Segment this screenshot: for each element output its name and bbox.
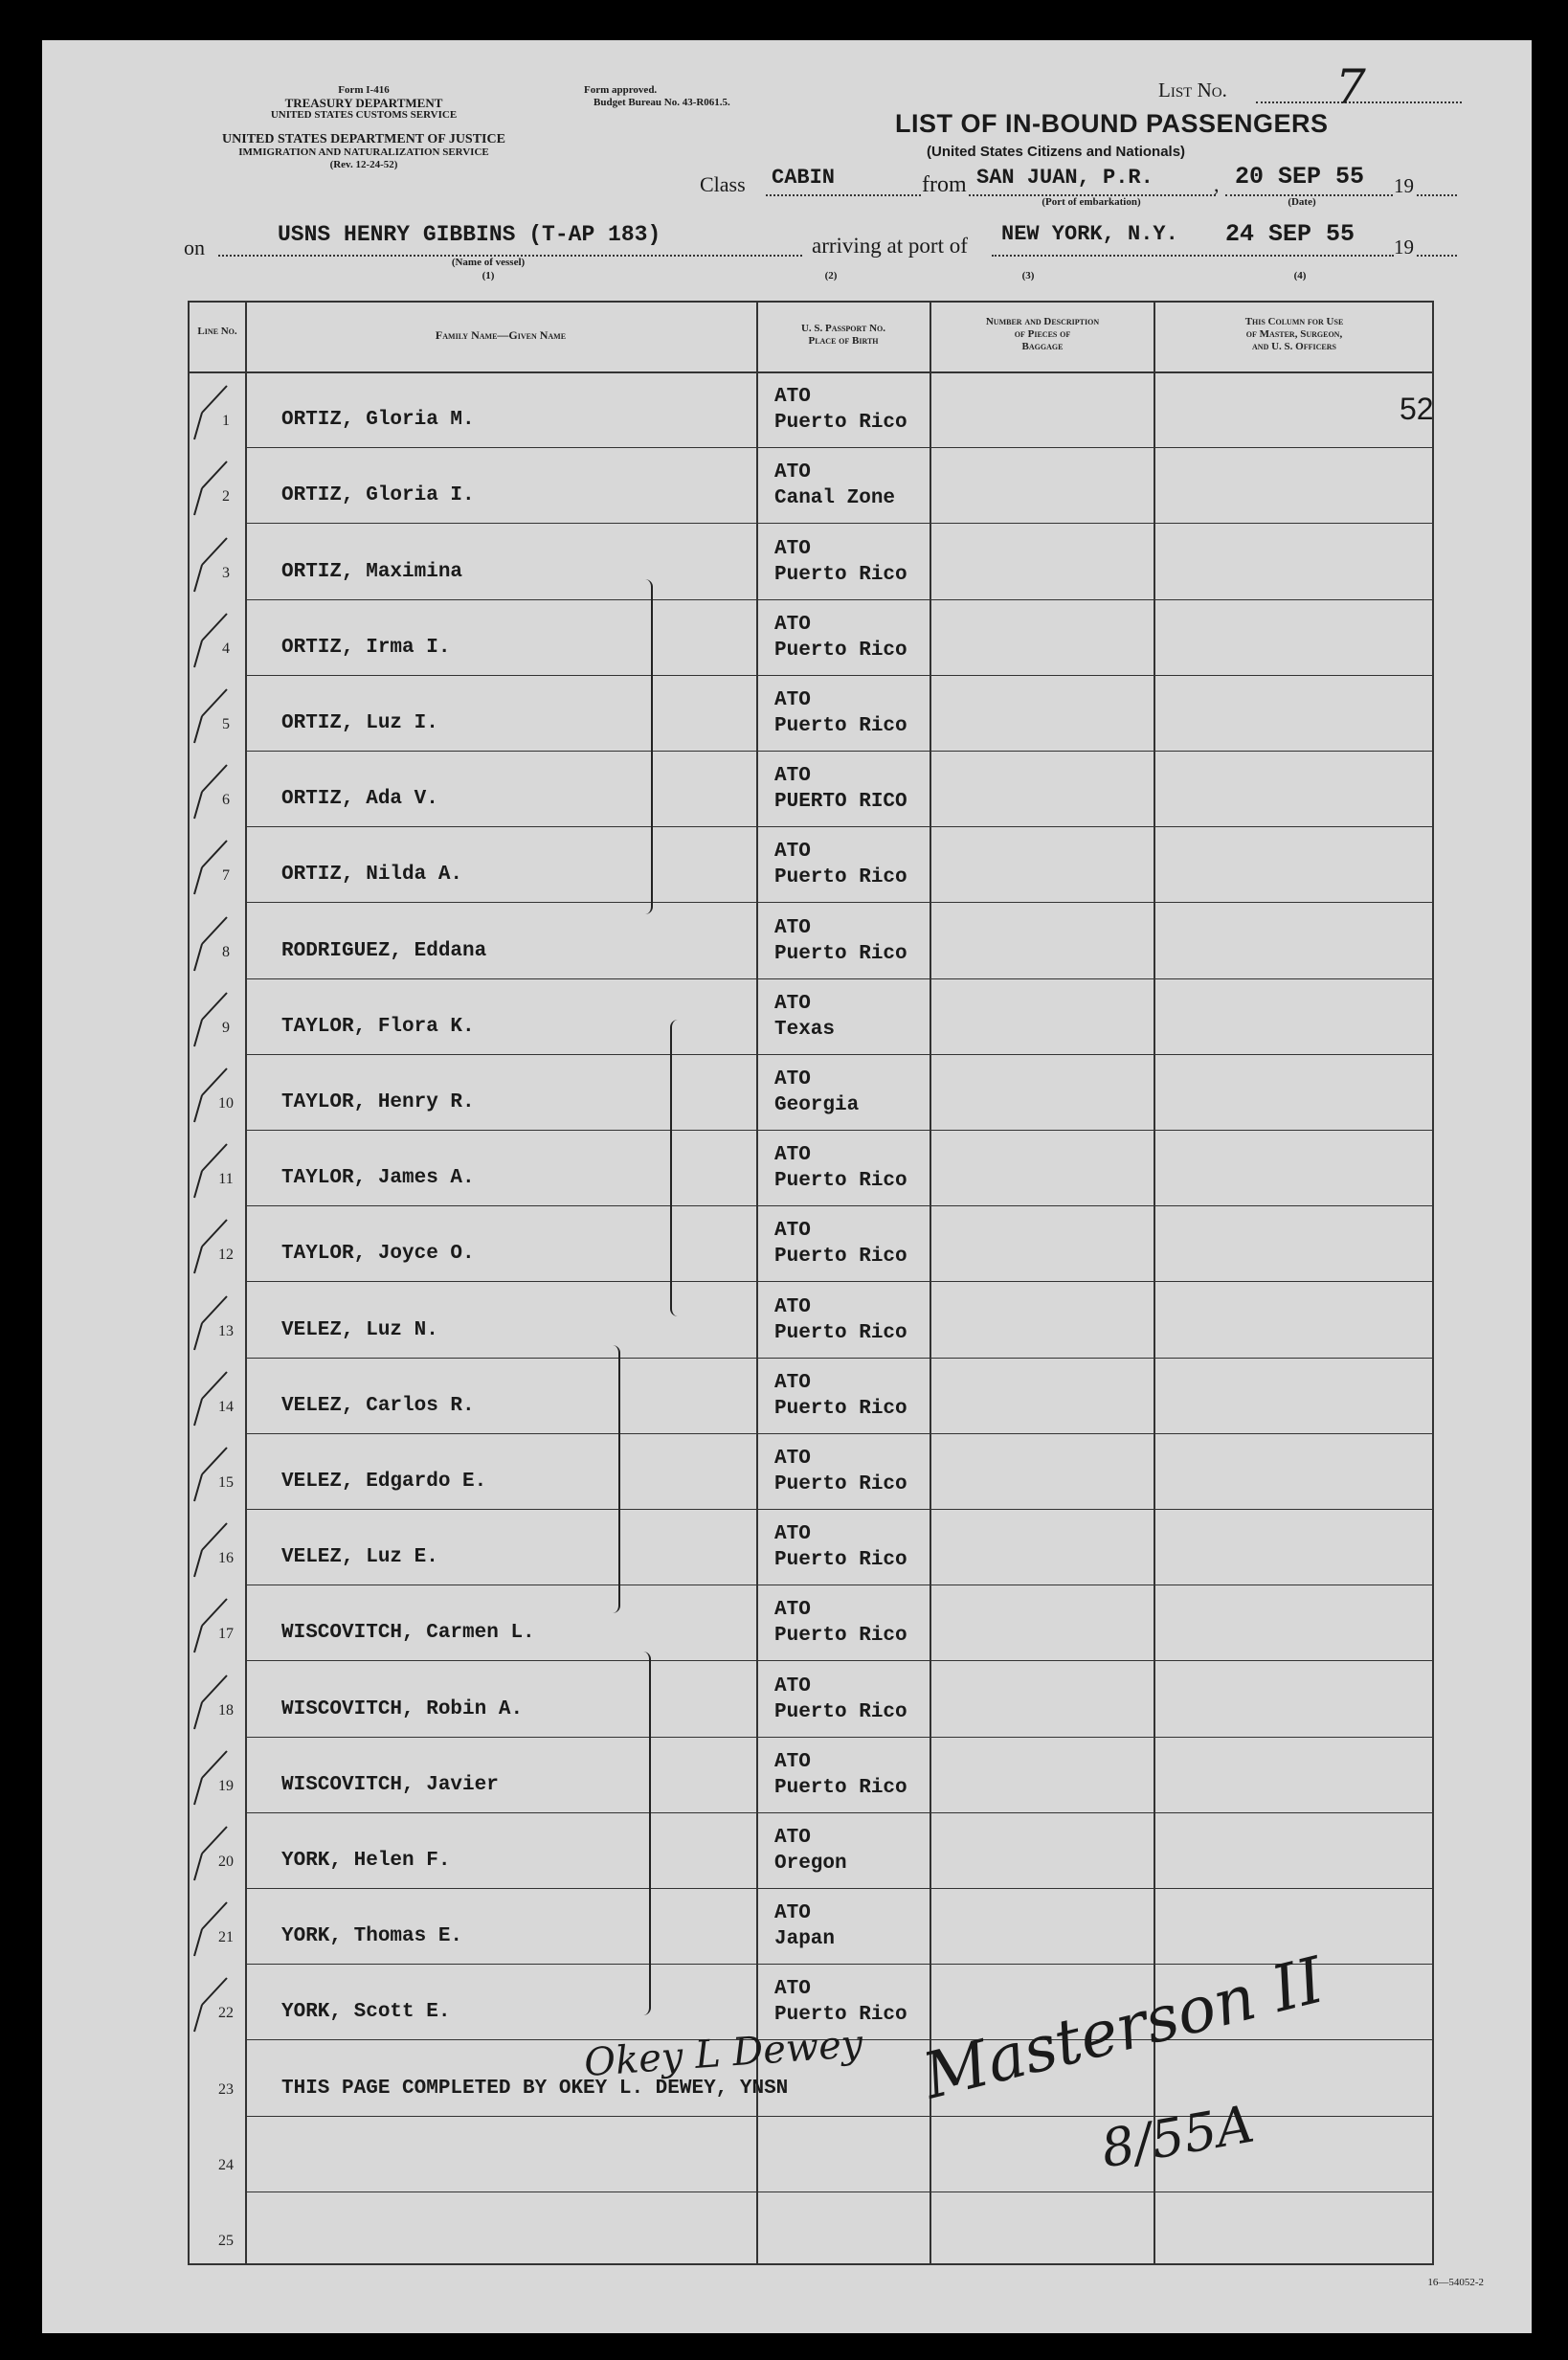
passport-no: ATO: [774, 1523, 811, 1546]
check-mark: [192, 1972, 223, 2039]
form-number: Form I-416: [338, 84, 390, 96]
check-mark: [192, 1366, 223, 1433]
row-rule: [245, 1205, 1434, 1206]
row-rule: [245, 675, 1434, 676]
signature-date: 8/55A: [1096, 2093, 1259, 2180]
check-mark: [192, 1442, 223, 1509]
passenger-name: THIS PAGE COMPLETED BY OKEY L. DEWEY, YNSN: [281, 2077, 789, 2100]
port-arrive-line: [992, 255, 1394, 257]
signature-dewey: Okey L Dewey: [582, 2021, 864, 2086]
line-number: 7: [222, 867, 230, 885]
passport-no: ATO: [774, 1371, 811, 1394]
line-number: 9: [222, 1019, 230, 1036]
passport-no: ATO: [774, 1978, 811, 2001]
passenger-name: VELEZ, Luz E.: [281, 1546, 438, 1569]
class-label: Class: [700, 172, 746, 196]
place-of-birth: Oregon: [774, 1853, 847, 1875]
passport-no: ATO: [774, 613, 811, 636]
line-number: 20: [218, 1854, 234, 1870]
check-mark: [192, 835, 223, 902]
check-mark: [192, 532, 223, 599]
line-number: 5: [222, 716, 230, 732]
date-embark-value: 20 SEP 55: [1235, 163, 1365, 191]
check-mark: [192, 1063, 223, 1130]
place-of-birth: Puerto Rico: [774, 1397, 907, 1420]
passport-no: ATO: [774, 1068, 811, 1090]
print-code: 16—54052-2: [1427, 2277, 1484, 2288]
check-mark: [192, 1897, 223, 1964]
col-head-officers-3: and U. S. Officers: [1252, 341, 1336, 352]
dept-treasury: TREASURY DEPARTMENT: [284, 96, 443, 110]
col-divider-baggage: [1154, 301, 1155, 2265]
line-number: 3: [222, 564, 230, 581]
row-rule: [245, 978, 1434, 979]
check-mark: [192, 1138, 223, 1205]
passport-no: ATO: [774, 461, 811, 484]
line-number: 18: [218, 1701, 234, 1719]
passenger-name: TAYLOR, Joyce O.: [281, 1243, 475, 1266]
passenger-name: ORTIZ, Maximina: [281, 560, 463, 583]
passport-no: ATO: [774, 841, 811, 864]
place-of-birth: Puerto Rico: [774, 412, 907, 435]
passenger-name: ORTIZ, Irma I.: [281, 636, 451, 659]
passport-no: ATO: [774, 765, 811, 788]
row-rule: [245, 2116, 1434, 2117]
row-rule: [245, 599, 1434, 600]
passenger-name: WISCOVITCH, Javier: [281, 1773, 499, 1796]
passenger-name: ORTIZ, Ada V.: [281, 788, 438, 811]
passenger-name: VELEZ, Luz N.: [281, 1318, 438, 1341]
place-of-birth: Puerto Rico: [774, 715, 907, 737]
line-number: 13: [218, 1322, 234, 1339]
row-rule: [245, 1888, 1434, 1889]
row-rule: [245, 2191, 1434, 2192]
passenger-name: VELEZ, Carlos R.: [281, 1394, 475, 1417]
line-number: 23: [218, 2080, 234, 2098]
comma: ,: [1214, 172, 1220, 196]
passport-no: ATO: [774, 1220, 811, 1243]
col-caption-1: (1): [482, 270, 495, 281]
passenger-name: RODRIGUEZ, Eddana: [281, 939, 487, 962]
col-head-officers-2: of Master, Surgeon,: [1245, 328, 1343, 340]
place-of-birth: Canal Zone: [774, 487, 896, 510]
line-number: 10: [218, 1095, 234, 1112]
line-number: 17: [218, 1626, 234, 1643]
line-number: 22: [218, 2005, 234, 2022]
passenger-name: TAYLOR, James A.: [281, 1167, 475, 1190]
signature-masterson: Masterson II: [916, 1943, 1332, 2114]
passport-no: ATO: [774, 1144, 811, 1167]
passenger-name: WISCOVITCH, Carmen L.: [281, 1622, 535, 1645]
col-head-passport-1: U. S. Passport No.: [800, 323, 886, 334]
col-caption-4: (4): [1293, 270, 1307, 281]
col-head-passport-2: Place of Birth: [808, 335, 879, 347]
row-rule: [245, 1281, 1434, 1282]
passport-no: ATO: [774, 1750, 811, 1773]
place-of-birth: Puerto Rico: [774, 942, 907, 965]
place-of-birth: PUERTO RICO: [774, 791, 907, 814]
place-of-birth: Puerto Rico: [774, 1246, 907, 1269]
port-embark-caption: (Port of embarkation): [1042, 196, 1141, 208]
row-rule: [245, 751, 1434, 752]
row-rule: [245, 1660, 1434, 1661]
list-title: LIST OF IN-BOUND PASSENGERS: [895, 109, 1329, 138]
port-embark-value: SAN JUAN, P.R.: [976, 166, 1154, 190]
vessel-value: USNS HENRY GIBBINS (T-AP 183): [278, 222, 661, 247]
place-of-birth: Puerto Rico: [774, 1776, 907, 1799]
col-head-baggage-3: Baggage: [1021, 341, 1064, 352]
place-of-birth: Puerto Rico: [774, 1549, 907, 1572]
passport-no: ATO: [774, 537, 811, 560]
line-number: 25: [218, 2233, 234, 2249]
col-divider-name: [756, 301, 758, 2265]
list-subtitle: (United States Citizens and Nationals): [927, 144, 1186, 160]
place-of-birth: Puerto Rico: [774, 1170, 907, 1193]
passenger-name: ORTIZ, Nilda A.: [281, 864, 463, 887]
from-label: from: [922, 172, 967, 197]
line-number: 6: [222, 792, 230, 809]
place-of-birth: Japan: [774, 1928, 836, 1951]
family-bracket: [638, 579, 653, 914]
list-no-label: List No.: [1158, 79, 1227, 101]
check-mark: [192, 380, 223, 447]
port-arrive-value: NEW YORK, N.Y.: [1001, 222, 1178, 246]
place-of-birth: Georgia: [774, 1094, 860, 1116]
row-rule: [245, 826, 1434, 827]
col-caption-3: (3): [1021, 270, 1035, 281]
vessel-caption: (Name of vessel): [451, 257, 526, 268]
passport-no: ATO: [774, 1902, 811, 1925]
check-mark: [192, 1821, 223, 1888]
col-head-name: Family Name—Given Name: [435, 328, 567, 342]
dept-justice: UNITED STATES DEPARTMENT OF JUSTICE: [222, 132, 505, 146]
line-number: 19: [218, 1777, 234, 1794]
passenger-name: WISCOVITCH, Robin A.: [281, 1697, 524, 1720]
passport-no: ATO: [774, 1827, 811, 1849]
line-number: 24: [218, 2156, 234, 2173]
passenger-name: ORTIZ, Gloria I.: [281, 484, 475, 507]
place-of-birth: Puerto Rico: [774, 866, 907, 889]
family-bracket: [636, 1652, 651, 2015]
line-number: 11: [218, 1171, 234, 1188]
row-rule: [245, 1130, 1434, 1131]
check-mark: [192, 1593, 223, 1660]
place-of-birth: Puerto Rico: [774, 639, 907, 662]
col-divider-passport: [930, 301, 931, 2265]
line-number: 1: [222, 413, 230, 430]
year-arrive-line: [1417, 255, 1457, 257]
date-arrive-value: 24 SEP 55: [1225, 220, 1355, 248]
passenger-name: YORK, Thomas E.: [281, 1925, 463, 1948]
row-rule: [245, 447, 1434, 448]
col-head-baggage-2: of Pieces of: [1014, 328, 1071, 340]
passport-no: ATO: [774, 1599, 811, 1622]
passenger-name: TAYLOR, Flora K.: [281, 1015, 475, 1038]
place-of-birth: Puerto Rico: [774, 563, 907, 586]
col-head-officers-1: This Column for Use: [1244, 316, 1344, 327]
row-rule: [245, 902, 1434, 903]
line-number: 15: [218, 1474, 234, 1491]
row-rule: [245, 1358, 1434, 1359]
dept-immigration: IMMIGRATION AND NATURALIZATION SERVICE: [238, 146, 489, 158]
passenger-name: ORTIZ, Luz I.: [281, 712, 438, 734]
check-mark: [192, 1670, 223, 1737]
row-rule: [245, 1054, 1434, 1055]
passport-no: ATO: [774, 1674, 811, 1697]
passenger-name: VELEZ, Edgardo E.: [281, 1471, 487, 1493]
passport-no: ATO: [774, 1448, 811, 1470]
line-number: 16: [218, 1550, 234, 1567]
place-of-birth: Texas: [774, 1018, 836, 1041]
list-no-value: 7: [1335, 59, 1366, 115]
row-rule: [245, 1812, 1434, 1813]
line-number: 14: [218, 1398, 234, 1415]
year-embark-line: [1417, 194, 1457, 196]
passenger-name: YORK, Scott E.: [281, 2001, 451, 2024]
family-bracket: [605, 1345, 620, 1613]
line-number: 8: [222, 943, 230, 960]
passenger-name: ORTIZ, Gloria M.: [281, 409, 475, 432]
row-rule: [245, 1737, 1434, 1738]
check-mark: [192, 608, 223, 675]
col-head-baggage-1: Number and Description: [985, 316, 1100, 327]
place-of-birth: Puerto Rico: [774, 2004, 907, 2027]
line-number: 2: [222, 488, 230, 506]
date-caption: (Date): [1288, 196, 1316, 208]
class-line: [766, 194, 921, 196]
check-mark: [192, 456, 223, 523]
arriving-label: arriving at port of: [812, 234, 968, 258]
form-approved: Form approved.: [584, 84, 658, 96]
year-arrive-label: 19: [1394, 236, 1414, 258]
table-header-rule: [188, 371, 1434, 373]
passport-no: ATO: [774, 386, 811, 409]
class-value: CABIN: [772, 166, 836, 190]
passport-no: ATO: [774, 689, 811, 711]
col-divider-line-no: [245, 301, 247, 2265]
budget-bureau: Budget Bureau No. 43-R061.5.: [594, 97, 730, 108]
dept-customs: UNITED STATES CUSTOMS SERVICE: [270, 109, 458, 121]
family-bracket: [670, 1020, 685, 1316]
place-of-birth: Puerto Rico: [774, 1625, 907, 1648]
on-label: on: [184, 236, 205, 259]
row-rule: [245, 1509, 1434, 1510]
line-number: 21: [218, 1929, 234, 1946]
passport-no: ATO: [774, 916, 811, 939]
check-mark: [192, 987, 223, 1054]
place-of-birth: Puerto Rico: [774, 1473, 907, 1495]
check-mark: [192, 759, 223, 826]
col-caption-2: (2): [824, 270, 838, 281]
line-number: 4: [222, 640, 230, 657]
row-rule: [245, 523, 1434, 524]
check-mark: [192, 1517, 223, 1585]
check-mark: [192, 911, 223, 978]
revision: (Rev. 12-24-52): [329, 159, 398, 170]
passenger-name: YORK, Helen F.: [281, 1850, 451, 1872]
col-head-line-no: Line No.: [197, 326, 237, 337]
place-of-birth: Puerto Rico: [774, 1321, 907, 1344]
passenger-name: TAYLOR, Henry R.: [281, 1091, 475, 1113]
passport-no: ATO: [774, 992, 811, 1015]
check-mark: [192, 1214, 223, 1281]
place-of-birth: Puerto Rico: [774, 1700, 907, 1723]
year-embark-label: 19: [1394, 174, 1414, 197]
check-mark: [192, 1745, 223, 1812]
row-rule: [245, 1433, 1434, 1434]
check-mark: [192, 684, 223, 751]
passport-no: ATO: [774, 1295, 811, 1318]
line-number: 12: [218, 1247, 234, 1264]
officer-note: 52: [1400, 392, 1434, 427]
check-mark: [192, 1291, 223, 1358]
